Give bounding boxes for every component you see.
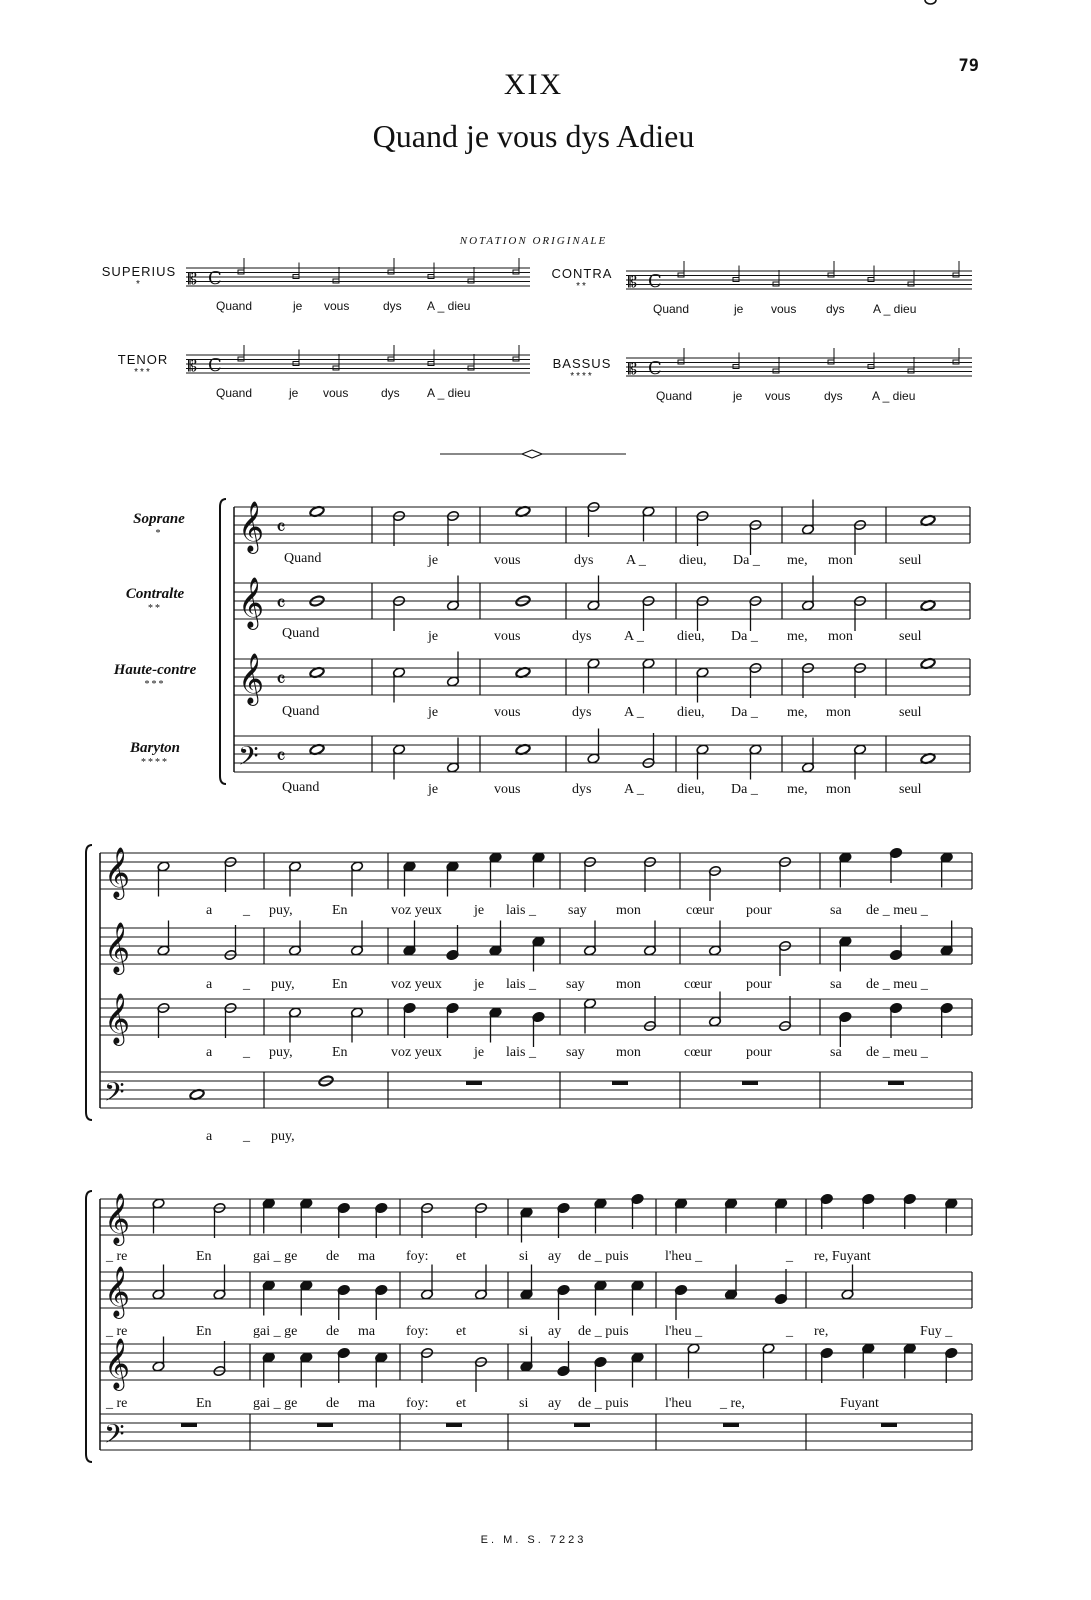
- half-note: [392, 667, 405, 703]
- half-note: [687, 1343, 700, 1379]
- half-note: [350, 1007, 363, 1043]
- half-note: [288, 921, 301, 957]
- quarter-note: [520, 1337, 533, 1373]
- quarter-note: [300, 1198, 313, 1234]
- half-note: [925, 0, 936, 4]
- half-note: [801, 738, 814, 774]
- voice-label-contralte: Contralte **: [125, 586, 185, 614]
- mensuration-sign: C: [208, 268, 222, 289]
- half-note: [762, 1343, 775, 1379]
- system-1-staff-3: [234, 729, 970, 780]
- half-note: [643, 921, 656, 957]
- incipit-label-contra: CONTRA **: [551, 266, 613, 292]
- half-note: [801, 500, 814, 536]
- half-note: [587, 658, 600, 694]
- quarter-note: [337, 1347, 350, 1383]
- mensuration-sign: C: [208, 355, 222, 376]
- quarter-note: [839, 1011, 852, 1047]
- half-note: [152, 1198, 165, 1234]
- quarter-note: [557, 1202, 570, 1238]
- common-time-icon: 𝄴: [276, 592, 286, 617]
- quarter-note: [945, 1198, 958, 1234]
- score-systems: [86, 0, 972, 1462]
- system-1-staff-1: [234, 576, 970, 632]
- c-clef-icon: 𝄡: [628, 359, 637, 378]
- treble-clef-icon: 𝄞: [238, 501, 265, 552]
- voice-label-haute-contre: Haute-contre ***: [113, 662, 197, 690]
- quarter-note: [674, 1198, 687, 1234]
- quarter-note: [903, 1343, 916, 1379]
- quarter-note: [839, 852, 852, 888]
- quarter-note: [839, 936, 852, 972]
- system-3-staff-3: [100, 1414, 972, 1456]
- quarter-note: [375, 1284, 388, 1320]
- quarter-note: [940, 1002, 953, 1038]
- quarter-note: [489, 1007, 502, 1043]
- half-note: [288, 861, 301, 897]
- half-note: [696, 667, 709, 703]
- quarter-note: [594, 1280, 607, 1316]
- piece-title: Quand je vous dys Adieu: [372, 118, 695, 154]
- half-note: [446, 652, 459, 688]
- whole-rest: [181, 1423, 197, 1427]
- quarter-note: [375, 1352, 388, 1388]
- system-1-staff-0: [234, 500, 970, 556]
- quarter-note: [631, 1193, 644, 1229]
- treble-clef-icon: 𝄞: [104, 847, 131, 898]
- half-note: [350, 921, 363, 957]
- incipit-label-superius: SUPERIUS *: [101, 264, 177, 290]
- system-2-staff-3: [100, 1072, 972, 1114]
- half-note: [696, 744, 709, 780]
- quarter-note: [862, 1343, 875, 1379]
- half-note: [708, 992, 721, 1028]
- bass-clef-icon: 𝄢: [238, 740, 259, 778]
- bass-clef-icon: 𝄢: [104, 1418, 125, 1456]
- quarter-note: [520, 1207, 533, 1243]
- quarter-note: [594, 1198, 607, 1234]
- quarter-note: [446, 1002, 459, 1038]
- incipit-staff-bassus: [626, 348, 972, 379]
- quarter-note: [337, 1284, 350, 1320]
- incipit-staves: [186, 258, 972, 379]
- half-note: [446, 738, 459, 774]
- publisher-footer: E. M. S. 7223: [480, 1534, 587, 1546]
- incipit-label-bassus: BASSUS ****: [552, 356, 612, 382]
- incipit-staff-contra: [626, 261, 972, 292]
- quarter-note: [262, 1198, 275, 1234]
- quarter-note: [724, 1265, 737, 1301]
- half-note: [420, 1265, 433, 1301]
- system-3-staff-2: [100, 1337, 972, 1393]
- half-note: [583, 921, 596, 957]
- whole-rest: [317, 1423, 333, 1427]
- half-note: [213, 1265, 226, 1301]
- quarter-note: [631, 1280, 644, 1316]
- quarter-note: [903, 1193, 916, 1229]
- quarter-note: [945, 1347, 958, 1383]
- c-clef-icon: 𝄡: [188, 356, 197, 375]
- quarter-note: [724, 1198, 737, 1234]
- quarter-note: [594, 1356, 607, 1392]
- quarter-note: [262, 1352, 275, 1388]
- system-bracket: [86, 1191, 92, 1462]
- incipit-staff-tenor: [186, 345, 530, 376]
- treble-clef-icon: 𝄞: [104, 1193, 131, 1244]
- c-clef-icon: 𝄡: [628, 272, 637, 291]
- quarter-note: [631, 1352, 644, 1388]
- page-number: 79: [958, 56, 979, 76]
- quarter-note: [520, 1265, 533, 1301]
- voice-label-soprane: Soprane *: [133, 511, 185, 539]
- quarter-note: [262, 1280, 275, 1316]
- treble-clef-icon: 𝄞: [104, 922, 131, 973]
- half-note: [392, 744, 405, 780]
- system-2-staff-2: [100, 992, 972, 1048]
- whole-rest: [466, 1081, 482, 1085]
- incipit-staff-superius: [186, 258, 530, 289]
- system-3-staff-1: [100, 0, 972, 1320]
- whole-rest: [888, 1081, 904, 1085]
- piece-number: XIX: [503, 68, 564, 101]
- notation-heading: NOTATION ORIGINALE: [459, 235, 608, 247]
- half-note: [583, 998, 596, 1034]
- system-2: [86, 845, 972, 1120]
- quarter-note: [300, 1352, 313, 1388]
- quarter-note: [557, 1284, 570, 1320]
- quarter-note: [403, 921, 416, 957]
- treble-clef-icon: 𝄞: [104, 1266, 131, 1317]
- quarter-note: [532, 852, 545, 888]
- c-clef-icon: 𝄡: [188, 269, 197, 288]
- quarter-note: [532, 1011, 545, 1047]
- half-note: [157, 861, 170, 897]
- quarter-note: [889, 847, 902, 883]
- half-note: [749, 744, 762, 780]
- quarter-note: [375, 1202, 388, 1238]
- half-note: [157, 921, 170, 957]
- quarter-note: [820, 1347, 833, 1383]
- half-note: [152, 1337, 165, 1373]
- quarter-note: [446, 861, 459, 897]
- system-bracket: [86, 845, 92, 1120]
- half-note: [152, 1265, 165, 1301]
- system-bracket: [220, 499, 226, 784]
- system-2-staff-0: [100, 847, 972, 901]
- quarter-note: [889, 925, 902, 961]
- half-note: [642, 658, 655, 694]
- half-note: [474, 1265, 487, 1301]
- common-time-icon: 𝄴: [276, 745, 286, 770]
- quarter-note: [489, 921, 502, 957]
- divider-ornament: [440, 450, 626, 458]
- system-1: [220, 499, 970, 784]
- incipit-label-tenor: TENOR ***: [117, 352, 169, 378]
- quarter-note: [489, 852, 502, 888]
- whole-rest: [612, 1081, 628, 1085]
- quarter-note: [774, 1269, 787, 1305]
- half-note: [587, 576, 600, 612]
- quarter-note: [940, 921, 953, 957]
- mensuration-sign: C: [648, 358, 662, 379]
- whole-rest: [742, 1081, 758, 1085]
- half-note: [801, 576, 814, 612]
- system-3: [86, 0, 972, 1462]
- quarter-note: [674, 1284, 687, 1320]
- quarter-note: [940, 852, 953, 888]
- whole-rest: [574, 1423, 590, 1427]
- half-note: [587, 729, 600, 765]
- treble-clef-icon: 𝄞: [238, 653, 265, 704]
- half-note: [350, 861, 363, 897]
- quarter-note: [889, 1002, 902, 1038]
- whole-rest: [881, 1423, 897, 1427]
- half-note: [288, 1007, 301, 1043]
- quarter-note: [446, 925, 459, 961]
- whole-rest: [723, 1423, 739, 1427]
- quarter-note: [403, 1002, 416, 1038]
- half-note: [642, 506, 655, 542]
- system-3-staff-0: [100, 1193, 972, 1246]
- quarter-note: [557, 1341, 570, 1377]
- whole-rest: [446, 1423, 462, 1427]
- treble-clef-icon: 𝄞: [238, 577, 265, 628]
- quarter-note: [774, 1198, 787, 1234]
- treble-clef-icon: 𝄞: [104, 1338, 131, 1389]
- common-time-icon: 𝄴: [276, 668, 286, 693]
- treble-clef-icon: 𝄞: [104, 993, 131, 1044]
- mensuration-sign: C: [648, 271, 662, 292]
- half-note: [708, 921, 721, 957]
- voice-label-baryton: Baryton ****: [129, 740, 180, 768]
- quarter-note: [532, 936, 545, 972]
- system-1-staff-2: [234, 652, 970, 707]
- quarter-note: [403, 861, 416, 897]
- bass-clef-icon: 𝄢: [104, 1076, 125, 1114]
- quarter-note: [300, 1280, 313, 1316]
- quarter-note: [862, 1193, 875, 1229]
- half-note: [446, 576, 459, 612]
- quarter-note: [337, 1202, 350, 1238]
- half-note: [841, 1265, 854, 1301]
- common-time-icon: 𝄴: [276, 516, 286, 541]
- half-note: [853, 744, 866, 780]
- system-2-staff-1: [100, 921, 972, 977]
- quarter-note: [820, 1193, 833, 1229]
